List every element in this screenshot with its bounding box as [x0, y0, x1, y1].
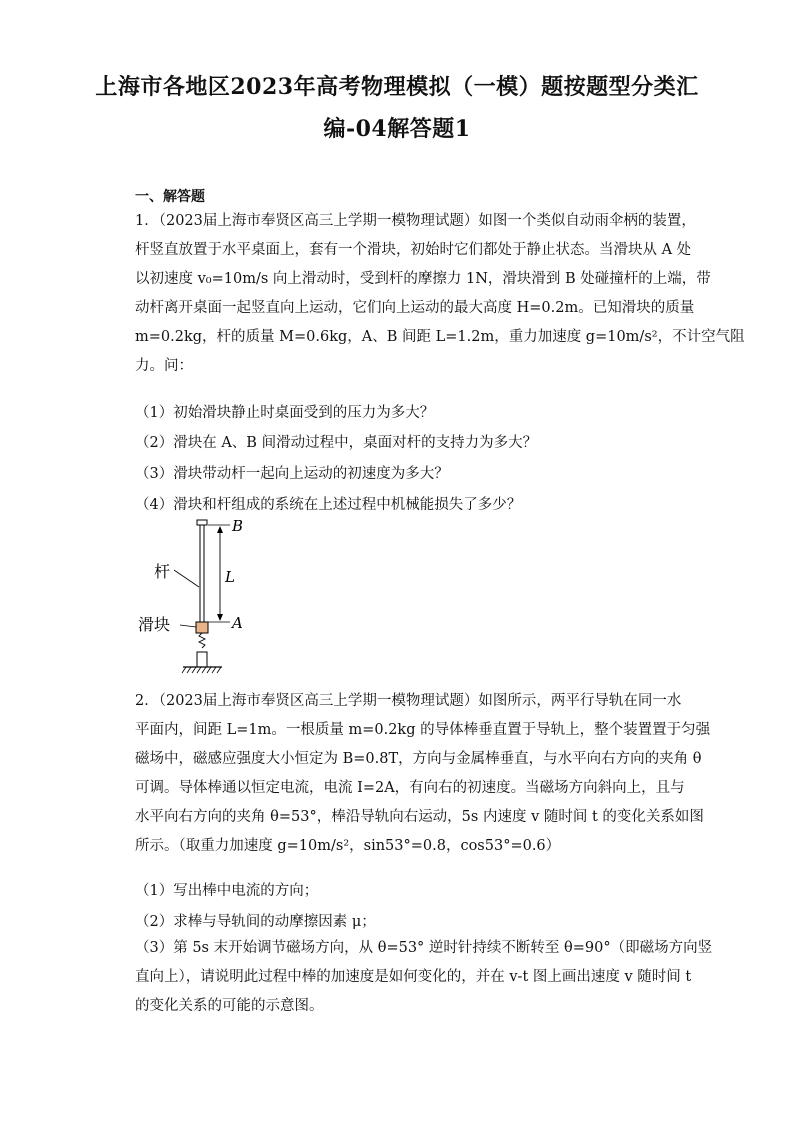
- q2-sub3-line: 直向上），请说明此过程中棒的加速度是如何变化的，并在 v-t 图上画出速度 v 随时间 t: [135, 969, 692, 985]
- q2-line: 2．（2023届上海市奉贤区高三上学期一模物理试题）如图所示，两平行导轨在同一水: [135, 693, 682, 709]
- l-arrow-head-up: [217, 526, 223, 533]
- rod-base: [197, 652, 207, 667]
- question-1-text: [135, 207, 745, 381]
- slider-leader-line: [180, 625, 196, 627]
- q2-sub3-line: （3）第 5s 末开始调节磁场方向，从 θ=53° 逆时针持续不断转至 θ=90°（即磁场方向竖: [135, 940, 713, 956]
- q2-line: 可调。导体棒通以恒定电流，电流 I=2A，有向右的初速度。当磁场方向斜向上，且与: [135, 780, 685, 796]
- q1-line: 力。问：: [135, 358, 193, 374]
- q2-line: 磁场中，磁感应强度大小恒定为 B=0.8T，方向与金属棒垂直，与水平向右方向的夹角 θ: [135, 751, 702, 767]
- q2-sub-2: （2）求棒与导轨间的动摩擦因素 μ；: [135, 914, 376, 930]
- rod-leader-line: [174, 570, 199, 587]
- q2-sub-3: [135, 934, 713, 1021]
- section-heading: 一、解答题: [135, 189, 205, 205]
- q2-sub3-line: 的变化关系的可能的示意图。: [135, 998, 324, 1014]
- q1-line: 1．（2023届上海市奉贤区高三上学期一模物理试题）如图一个类似自动雨伞柄的装置，: [135, 213, 696, 229]
- q1-line: 杆竖直放置于水平桌面上，套有一个滑块，初始时它们都处于静止状态。当滑块从 A 处: [135, 242, 692, 258]
- label-rod: 杆: [154, 562, 171, 581]
- q1-sub-2: （2）滑块在 A、B 间滑动过程中，桌面对杆的支持力为多大？: [135, 435, 538, 451]
- rod-top-cap: [197, 520, 207, 525]
- spring: [199, 633, 205, 648]
- q1-sub-4: （4）滑块和杆组成的系统在上述过程中机械能损失了多少？: [135, 497, 522, 513]
- label-l: L: [225, 568, 235, 586]
- slider-block: [196, 622, 208, 633]
- label-a: A: [232, 614, 243, 632]
- q1-line: 以初速度 v₀=10m/s 向上滑动时，受到杆的摩擦力 1N，滑块滑到 B 处碰撞杆的上端，带: [135, 271, 711, 287]
- question-2-text: [135, 687, 711, 861]
- q2-sub-1: （1）写出棒中电流的方向；: [135, 883, 319, 899]
- q1-sub-1: （1）初始滑块静止时桌面受到的压力为多大？: [135, 405, 435, 421]
- document-title-line-2: 编-04解答题1: [323, 116, 471, 142]
- ground-hatching: [182, 667, 221, 673]
- document-title-line-1: 上海市各地区2023年高考物理模拟（一模）题按题型分类汇: [95, 74, 699, 100]
- q1-sub-3: （3）滑块带动杆一起向上运动的初速度为多大？: [135, 466, 449, 482]
- label-b: B: [232, 517, 244, 535]
- q2-line: 平面内，间距 L=1m。一根质量 m=0.2kg 的导体棒垂直置于导轨上，整个装置置于匀强: [135, 722, 711, 738]
- q1-line: 动杆离开桌面一起竖直向上运动，它们向上运动的最大高度 H=0.2m。已知滑块的质量: [135, 300, 695, 316]
- l-arrow-head-down: [217, 614, 223, 621]
- rod-slider-figure: [138, 512, 260, 677]
- q1-line: m=0.2kg，杆的质量 M=0.6kg，A、B 间距 L=1.2m，重力加速度 g=10m/s²，不计空气阻: [135, 329, 745, 345]
- label-slider: 滑块: [138, 615, 171, 634]
- q2-line: 水平向右方向的夹角 θ=53°，棒沿导轨向右运动，5s 内速度 v 随时间 t 的变化关系如图: [135, 809, 704, 825]
- q2-line: 所示。（取重力加速度 g=10m/s²，sin53°=0.8，cos53°=0.6）: [135, 838, 561, 854]
